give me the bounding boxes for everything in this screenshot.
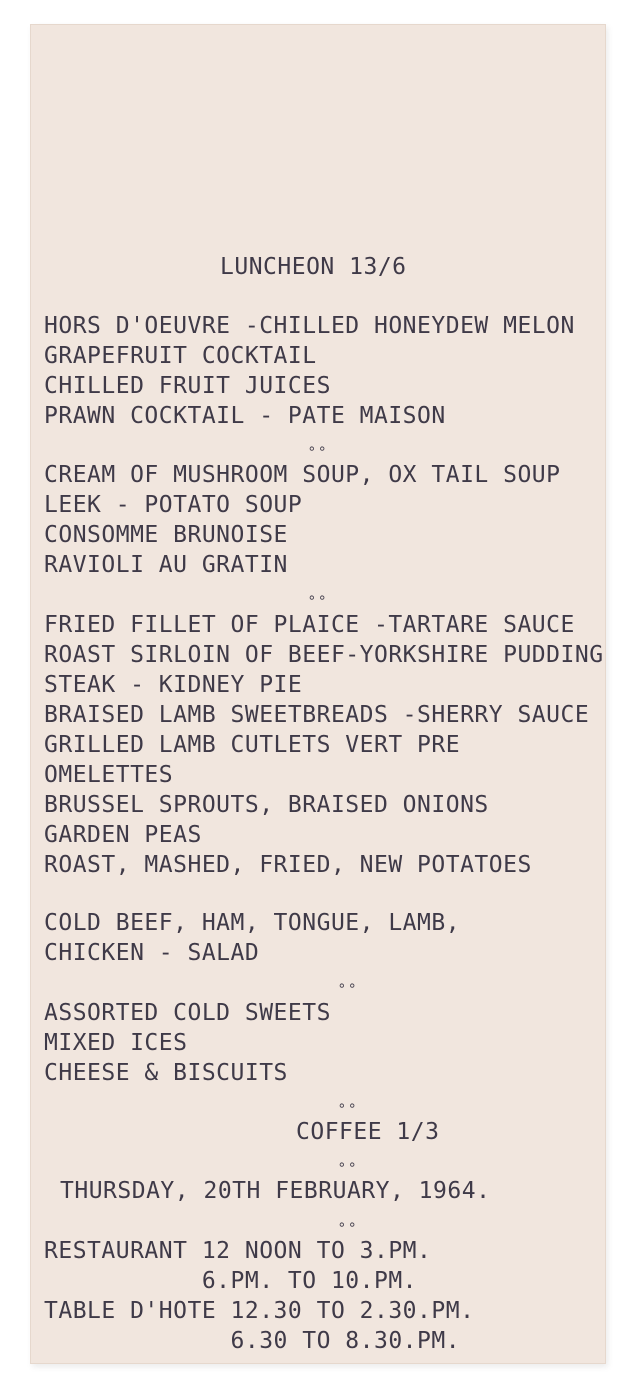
menu-item: CHEESE & BISCUITS (44, 1060, 288, 1086)
separator-dots: ∘∘ (337, 978, 359, 994)
separator-dots: ∘∘ (337, 1157, 359, 1173)
separator-dots: ∘∘ (337, 1098, 359, 1114)
coffee-price: COFFEE 1/3 (296, 1119, 440, 1145)
menu-item: GARDEN PEAS (44, 822, 202, 848)
menu-item: BRUSSEL SPROUTS, BRAISED ONIONS (44, 792, 489, 818)
menu-item: OMELETTES (44, 762, 174, 788)
separator-dots: ∘∘ (337, 1217, 359, 1233)
menu-card (30, 24, 606, 1364)
menu-item: CONSOMME BRUNOISE (44, 522, 288, 548)
opening-hours-line: 6.30 TO 8.30.PM. (44, 1328, 461, 1354)
menu-item: CREAM OF MUSHROOM SOUP, OX TAIL SOUP (44, 462, 561, 488)
menu-item: BRAISED LAMB SWEETBREADS -SHERRY SAUCE (44, 702, 590, 728)
opening-hours-line: 6.PM. TO 10.PM. (44, 1268, 418, 1294)
menu-item: ROAST, MASHED, FRIED, NEW POTATOES (44, 852, 532, 878)
menu-item: PRAWN COCKTAIL - PATE MAISON (44, 403, 446, 429)
menu-item: COLD BEEF, HAM, TONGUE, LAMB, (44, 910, 461, 936)
menu-item: CHICKEN - SALAD (44, 940, 260, 966)
menu-date: THURSDAY, 20TH FEBRUARY, 1964. (60, 1178, 491, 1204)
opening-hours-line: TABLE D'HOTE 12.30 TO 2.30.PM. (44, 1298, 475, 1324)
separator-dots: ∘∘ (307, 441, 329, 457)
menu-item: HORS D'OEUVRE -CHILLED HONEYDEW MELON (44, 313, 575, 339)
menu-item: GRAPEFRUIT COCKTAIL (44, 343, 317, 369)
menu-item: STEAK - KIDNEY PIE (44, 672, 303, 698)
menu-item: ROAST SIRLOIN OF BEEF-YORKSHIRE PUDDING (44, 642, 604, 668)
menu-item: MIXED ICES (44, 1030, 188, 1056)
menu-item: FRIED FILLET OF PLAICE -TARTARE SAUCE (44, 612, 575, 638)
menu-item: GRILLED LAMB CUTLETS VERT PRE (44, 732, 461, 758)
menu-item: ASSORTED COLD SWEETS (44, 1000, 331, 1026)
opening-hours-line: RESTAURANT 12 NOON TO 3.PM. (44, 1238, 432, 1264)
menu-item: RAVIOLI AU GRATIN (44, 552, 288, 578)
menu-item: CHILLED FRUIT JUICES (44, 373, 331, 399)
menu-item: LEEK - POTATO SOUP (44, 492, 303, 518)
menu-title: LUNCHEON 13/6 (220, 254, 407, 280)
separator-dots: ∘∘ (307, 590, 329, 606)
